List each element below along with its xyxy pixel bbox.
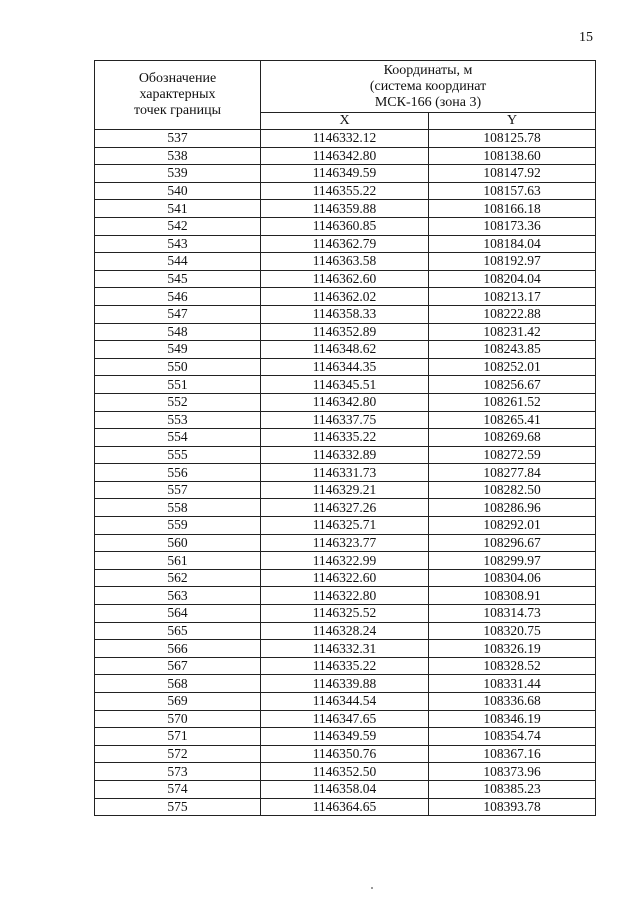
header-row-top [95, 61, 596, 113]
y-coordinate-cell: 108166.18 [429, 200, 596, 218]
point-cell: 541 [95, 200, 261, 218]
point-cell: 540 [95, 182, 261, 200]
table-row [95, 182, 596, 200]
point-cell: 538 [95, 147, 261, 165]
y-coordinate-cell: 108204.04 [429, 270, 596, 288]
x-coordinate-cell: 1146362.60 [261, 270, 429, 288]
y-coordinate-cell: 108331.44 [429, 675, 596, 693]
table-row [95, 640, 596, 658]
table-row [95, 411, 596, 429]
point-cell: 555 [95, 446, 261, 464]
table-row [95, 481, 596, 499]
y-coordinate-cell: 108213.17 [429, 288, 596, 306]
x-coordinate-cell: 1146355.22 [261, 182, 429, 200]
table-row [95, 341, 596, 359]
x-coordinate-cell: 1146344.54 [261, 693, 429, 711]
table-row [95, 147, 596, 165]
x-coordinate-cell: 1146345.51 [261, 376, 429, 394]
point-cell: 557 [95, 481, 261, 499]
y-coordinate-cell: 108138.60 [429, 147, 596, 165]
y-coordinate-cell: 108354.74 [429, 728, 596, 746]
table-row [95, 270, 596, 288]
y-axis-header: Y [429, 113, 596, 130]
y-coordinate-cell: 108173.36 [429, 217, 596, 235]
point-cell: 570 [95, 710, 261, 728]
table-row [95, 534, 596, 552]
x-coordinate-cell: 1146335.22 [261, 657, 429, 675]
table-row [95, 605, 596, 623]
point-header-line-2: характерных [139, 87, 216, 102]
x-coordinate-cell: 1146332.89 [261, 446, 429, 464]
point-header-line-1: Обозначение [138, 71, 217, 86]
y-coordinate-cell: 108184.04 [429, 235, 596, 253]
x-coordinate-cell: 1146358.33 [261, 305, 429, 323]
y-coordinate-cell: 108314.73 [429, 605, 596, 623]
table-row [95, 675, 596, 693]
point-cell: 542 [95, 217, 261, 235]
coord-header-line-3: МСК-166 (зона 3) [374, 94, 482, 110]
x-coordinate-cell: 1146362.79 [261, 235, 429, 253]
point-designation-header [95, 61, 261, 130]
x-coordinate-cell: 1146344.35 [261, 358, 429, 376]
y-coordinate-cell: 108147.92 [429, 165, 596, 183]
y-coordinate-cell: 108393.78 [429, 798, 596, 816]
table-row [95, 657, 596, 675]
point-cell: 560 [95, 534, 261, 552]
y-coordinate-cell: 108282.50 [429, 481, 596, 499]
table-row [95, 693, 596, 711]
x-coordinate-cell: 1146337.75 [261, 411, 429, 429]
point-cell: 573 [95, 763, 261, 781]
table-row [95, 710, 596, 728]
table-row [95, 323, 596, 341]
table-row [95, 622, 596, 640]
point-cell: 549 [95, 341, 261, 359]
table-row [95, 780, 596, 798]
coord-header-line-2: (система координат [369, 78, 487, 94]
table-row [95, 499, 596, 517]
point-cell: 543 [95, 235, 261, 253]
point-cell: 569 [95, 693, 261, 711]
y-coordinate-cell: 108286.96 [429, 499, 596, 517]
y-coordinate-cell: 108346.19 [429, 710, 596, 728]
x-coordinate-cell: 1146342.80 [261, 147, 429, 165]
x-coordinate-cell: 1146322.60 [261, 569, 429, 587]
table-row [95, 517, 596, 535]
point-cell: 550 [95, 358, 261, 376]
point-cell: 566 [95, 640, 261, 658]
y-coordinate-cell: 108328.52 [429, 657, 596, 675]
x-coordinate-cell: 1146335.22 [261, 429, 429, 447]
point-cell: 556 [95, 464, 261, 482]
table-body [95, 130, 596, 816]
point-cell: 548 [95, 323, 261, 341]
x-coordinate-cell: 1146323.77 [261, 534, 429, 552]
y-coordinate-cell: 108252.01 [429, 358, 596, 376]
coord-header-line-1: Координаты, м [383, 62, 473, 78]
x-coordinate-cell: 1146362.02 [261, 288, 429, 306]
y-coordinate-cell: 108296.67 [429, 534, 596, 552]
table-row [95, 130, 596, 148]
y-coordinate-cell: 108326.19 [429, 640, 596, 658]
coordinates-table [94, 60, 596, 816]
point-cell: 547 [95, 305, 261, 323]
point-cell: 558 [95, 499, 261, 517]
table-row [95, 376, 596, 394]
table-row [95, 165, 596, 183]
table-row [95, 429, 596, 447]
y-coordinate-cell: 108261.52 [429, 393, 596, 411]
coordinates-header [261, 61, 596, 113]
y-coordinate-cell: 108292.01 [429, 517, 596, 535]
y-coordinate-cell: 108385.23 [429, 780, 596, 798]
x-coordinate-cell: 1146322.99 [261, 552, 429, 570]
table-row [95, 569, 596, 587]
table-row [95, 235, 596, 253]
page-number: 15 [579, 30, 593, 45]
y-coordinate-cell: 108256.67 [429, 376, 596, 394]
table-row [95, 464, 596, 482]
point-cell: 552 [95, 393, 261, 411]
x-coordinate-cell: 1146347.65 [261, 710, 429, 728]
point-cell: 565 [95, 622, 261, 640]
x-coordinate-cell: 1146364.65 [261, 798, 429, 816]
x-coordinate-cell: 1146332.31 [261, 640, 429, 658]
table-row [95, 552, 596, 570]
x-coordinate-cell: 1146349.59 [261, 728, 429, 746]
table-row [95, 446, 596, 464]
table-row [95, 217, 596, 235]
point-cell: 539 [95, 165, 261, 183]
x-coordinate-cell: 1146339.88 [261, 675, 429, 693]
x-coordinate-cell: 1146349.59 [261, 165, 429, 183]
y-coordinate-cell: 108157.63 [429, 182, 596, 200]
y-coordinate-cell: 108373.96 [429, 763, 596, 781]
x-coordinate-cell: 1146352.89 [261, 323, 429, 341]
point-cell: 561 [95, 552, 261, 570]
point-cell: 546 [95, 288, 261, 306]
x-coordinate-cell: 1146322.80 [261, 587, 429, 605]
point-cell: 564 [95, 605, 261, 623]
x-coordinate-cell: 1146352.50 [261, 763, 429, 781]
x-coordinate-cell: 1146332.12 [261, 130, 429, 148]
y-coordinate-cell: 108269.68 [429, 429, 596, 447]
point-cell: 571 [95, 728, 261, 746]
point-cell: 559 [95, 517, 261, 535]
x-coordinate-cell: 1146328.24 [261, 622, 429, 640]
point-cell: 567 [95, 657, 261, 675]
x-coordinate-cell: 1146327.26 [261, 499, 429, 517]
table-row [95, 253, 596, 271]
x-coordinate-cell: 1146360.85 [261, 217, 429, 235]
point-cell: 563 [95, 587, 261, 605]
y-coordinate-cell: 108367.16 [429, 745, 596, 763]
x-coordinate-cell: 1146331.73 [261, 464, 429, 482]
y-coordinate-cell: 108320.75 [429, 622, 596, 640]
x-coordinate-cell: 1146363.58 [261, 253, 429, 271]
table-row [95, 200, 596, 218]
table-header [95, 61, 596, 130]
x-coordinate-cell: 1146348.62 [261, 341, 429, 359]
point-cell: 562 [95, 569, 261, 587]
point-cell: 551 [95, 376, 261, 394]
y-coordinate-cell: 108277.84 [429, 464, 596, 482]
table-row [95, 358, 596, 376]
y-coordinate-cell: 108243.85 [429, 341, 596, 359]
scan-mark [371, 887, 373, 889]
point-cell: 544 [95, 253, 261, 271]
table-row [95, 288, 596, 306]
point-cell: 553 [95, 411, 261, 429]
table-row [95, 745, 596, 763]
point-header-line-3: точек границы [134, 103, 221, 118]
y-coordinate-cell: 108125.78 [429, 130, 596, 148]
x-coordinate-cell: 1146329.21 [261, 481, 429, 499]
point-cell: 554 [95, 429, 261, 447]
x-coordinate-cell: 1146358.04 [261, 780, 429, 798]
y-coordinate-cell: 108192.97 [429, 253, 596, 271]
table-row [95, 393, 596, 411]
y-coordinate-cell: 108231.42 [429, 323, 596, 341]
point-cell: 568 [95, 675, 261, 693]
y-coordinate-cell: 108265.41 [429, 411, 596, 429]
y-coordinate-cell: 108304.06 [429, 569, 596, 587]
x-coordinate-cell: 1146342.80 [261, 393, 429, 411]
table-row [95, 798, 596, 816]
y-coordinate-cell: 108222.88 [429, 305, 596, 323]
y-coordinate-cell: 108272.59 [429, 446, 596, 464]
table-row [95, 305, 596, 323]
x-coordinate-cell: 1146359.88 [261, 200, 429, 218]
point-cell: 545 [95, 270, 261, 288]
y-coordinate-cell: 108299.97 [429, 552, 596, 570]
x-coordinate-cell: 1146350.76 [261, 745, 429, 763]
y-coordinate-cell: 108308.91 [429, 587, 596, 605]
x-coordinate-cell: 1146325.52 [261, 605, 429, 623]
point-cell: 537 [95, 130, 261, 148]
table-row [95, 587, 596, 605]
x-axis-header: X [261, 113, 429, 130]
point-cell: 575 [95, 798, 261, 816]
table-row [95, 728, 596, 746]
table-row [95, 763, 596, 781]
y-coordinate-cell: 108336.68 [429, 693, 596, 711]
point-cell: 572 [95, 745, 261, 763]
point-cell: 574 [95, 780, 261, 798]
x-coordinate-cell: 1146325.71 [261, 517, 429, 535]
